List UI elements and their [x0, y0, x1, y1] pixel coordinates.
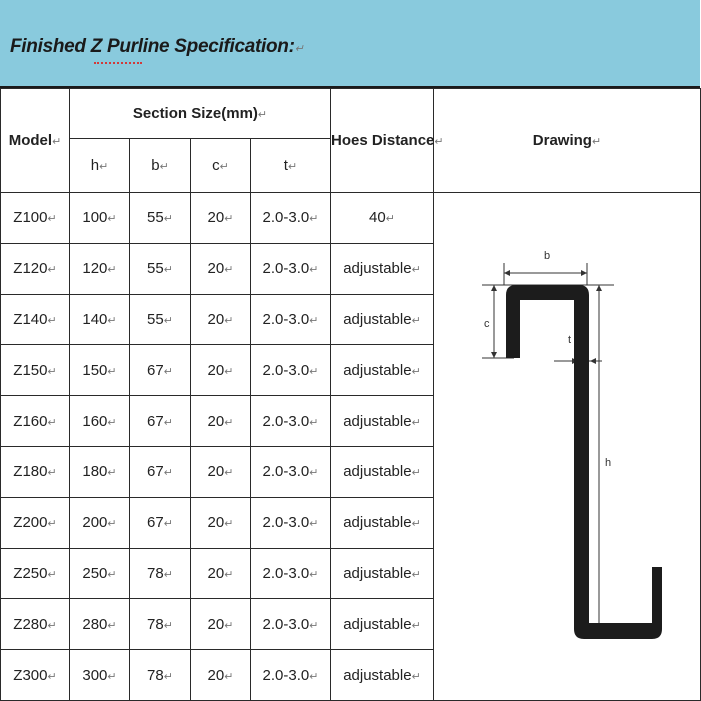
- cell-hoes: adjustable↵: [331, 548, 434, 599]
- cell-model: Z200↵: [1, 497, 70, 548]
- header-hoes-distance: Hoes Distance↵: [331, 89, 434, 193]
- cell-c: 20↵: [191, 193, 251, 244]
- paragraph-mark-icon: ↵: [294, 43, 304, 55]
- cell-t: 2.0-3.0↵: [251, 497, 331, 548]
- cell-b: 67↵: [130, 446, 191, 497]
- z-profile-shape: [506, 285, 662, 639]
- arrowhead-icon: [590, 358, 596, 364]
- header-h: h↵: [70, 139, 130, 193]
- cell-b: 55↵: [130, 193, 191, 244]
- title-banner: [0, 0, 700, 88]
- header-t: t↵: [251, 139, 331, 193]
- cell-model: Z120↵: [1, 243, 70, 294]
- arrowhead-icon: [596, 285, 602, 291]
- cell-model: Z250↵: [1, 548, 70, 599]
- label-h: h: [605, 457, 612, 469]
- cell-hoes: 40↵: [331, 193, 434, 244]
- label-b: b: [544, 250, 551, 262]
- cell-c: 20↵: [191, 243, 251, 294]
- arrowhead-icon: [491, 352, 497, 358]
- cell-model: Z300↵: [1, 650, 70, 701]
- arrowhead-icon: [491, 285, 497, 291]
- cell-hoes: adjustable↵: [331, 294, 434, 345]
- spec-table-body: [1, 193, 701, 701]
- header-section-size: Section Size(mm)↵: [70, 89, 331, 139]
- cell-t: 2.0-3.0↵: [251, 446, 331, 497]
- cell-c: 20↵: [191, 497, 251, 548]
- cell-model: Z100↵: [1, 193, 70, 244]
- cell-t: 2.0-3.0↵: [251, 650, 331, 701]
- cell-c: 20↵: [191, 548, 251, 599]
- cell-h: 100↵: [70, 193, 130, 244]
- cell-model: Z150↵: [1, 345, 70, 396]
- cell-c: 20↵: [191, 294, 251, 345]
- page-title-text: Finished Z Purline Specification:: [10, 36, 295, 57]
- header-b: b↵: [130, 139, 191, 193]
- label-t: t: [568, 334, 572, 346]
- cell-c: 20↵: [191, 599, 251, 650]
- table-row: [1, 193, 701, 244]
- cell-hoes: adjustable↵: [331, 599, 434, 650]
- spellcheck-underline: [94, 59, 142, 64]
- cell-c: 20↵: [191, 396, 251, 447]
- cell-b: 67↵: [130, 396, 191, 447]
- cell-model: Z160↵: [1, 396, 70, 447]
- cell-hoes: adjustable↵: [331, 243, 434, 294]
- cell-b: 67↵: [130, 345, 191, 396]
- cell-model: Z180↵: [1, 446, 70, 497]
- cell-c: 20↵: [191, 345, 251, 396]
- cell-t: 2.0-3.0↵: [251, 243, 331, 294]
- cell-h: 160↵: [70, 396, 130, 447]
- label-c: c: [484, 318, 490, 330]
- cell-h: 300↵: [70, 650, 130, 701]
- cell-hoes: adjustable↵: [331, 396, 434, 447]
- cell-c: 20↵: [191, 650, 251, 701]
- cell-hoes: adjustable↵: [331, 650, 434, 701]
- header-model: Model↵: [1, 89, 70, 193]
- z-purlin-drawing: [434, 193, 701, 701]
- cell-t: 2.0-3.0↵: [251, 345, 331, 396]
- cell-h: 200↵: [70, 497, 130, 548]
- cell-t: 2.0-3.0↵: [251, 548, 331, 599]
- spec-table: [0, 88, 701, 701]
- header-drawing: Drawing↵: [434, 89, 701, 193]
- cell-t: 2.0-3.0↵: [251, 396, 331, 447]
- cell-b: 78↵: [130, 650, 191, 701]
- cell-hoes: adjustable↵: [331, 345, 434, 396]
- cell-b: 78↵: [130, 599, 191, 650]
- cell-model: Z280↵: [1, 599, 70, 650]
- page-title: [10, 36, 304, 58]
- cell-b: 55↵: [130, 294, 191, 345]
- cell-b: 78↵: [130, 548, 191, 599]
- cell-hoes: adjustable↵: [331, 497, 434, 548]
- cell-t: 2.0-3.0↵: [251, 294, 331, 345]
- drawing-cell: [434, 193, 701, 701]
- cell-b: 55↵: [130, 243, 191, 294]
- header-c: c↵: [191, 139, 251, 193]
- cell-hoes: adjustable↵: [331, 446, 434, 497]
- cell-h: 150↵: [70, 345, 130, 396]
- cell-t: 2.0-3.0↵: [251, 193, 331, 244]
- cell-h: 250↵: [70, 548, 130, 599]
- cell-h: 120↵: [70, 243, 130, 294]
- cell-h: 180↵: [70, 446, 130, 497]
- cell-c: 20↵: [191, 446, 251, 497]
- arrowhead-icon: [504, 270, 510, 276]
- cell-h: 280↵: [70, 599, 130, 650]
- cell-h: 140↵: [70, 294, 130, 345]
- cell-b: 67↵: [130, 497, 191, 548]
- arrowhead-icon: [581, 270, 587, 276]
- cell-t: 2.0-3.0↵: [251, 599, 331, 650]
- cell-model: Z140↵: [1, 294, 70, 345]
